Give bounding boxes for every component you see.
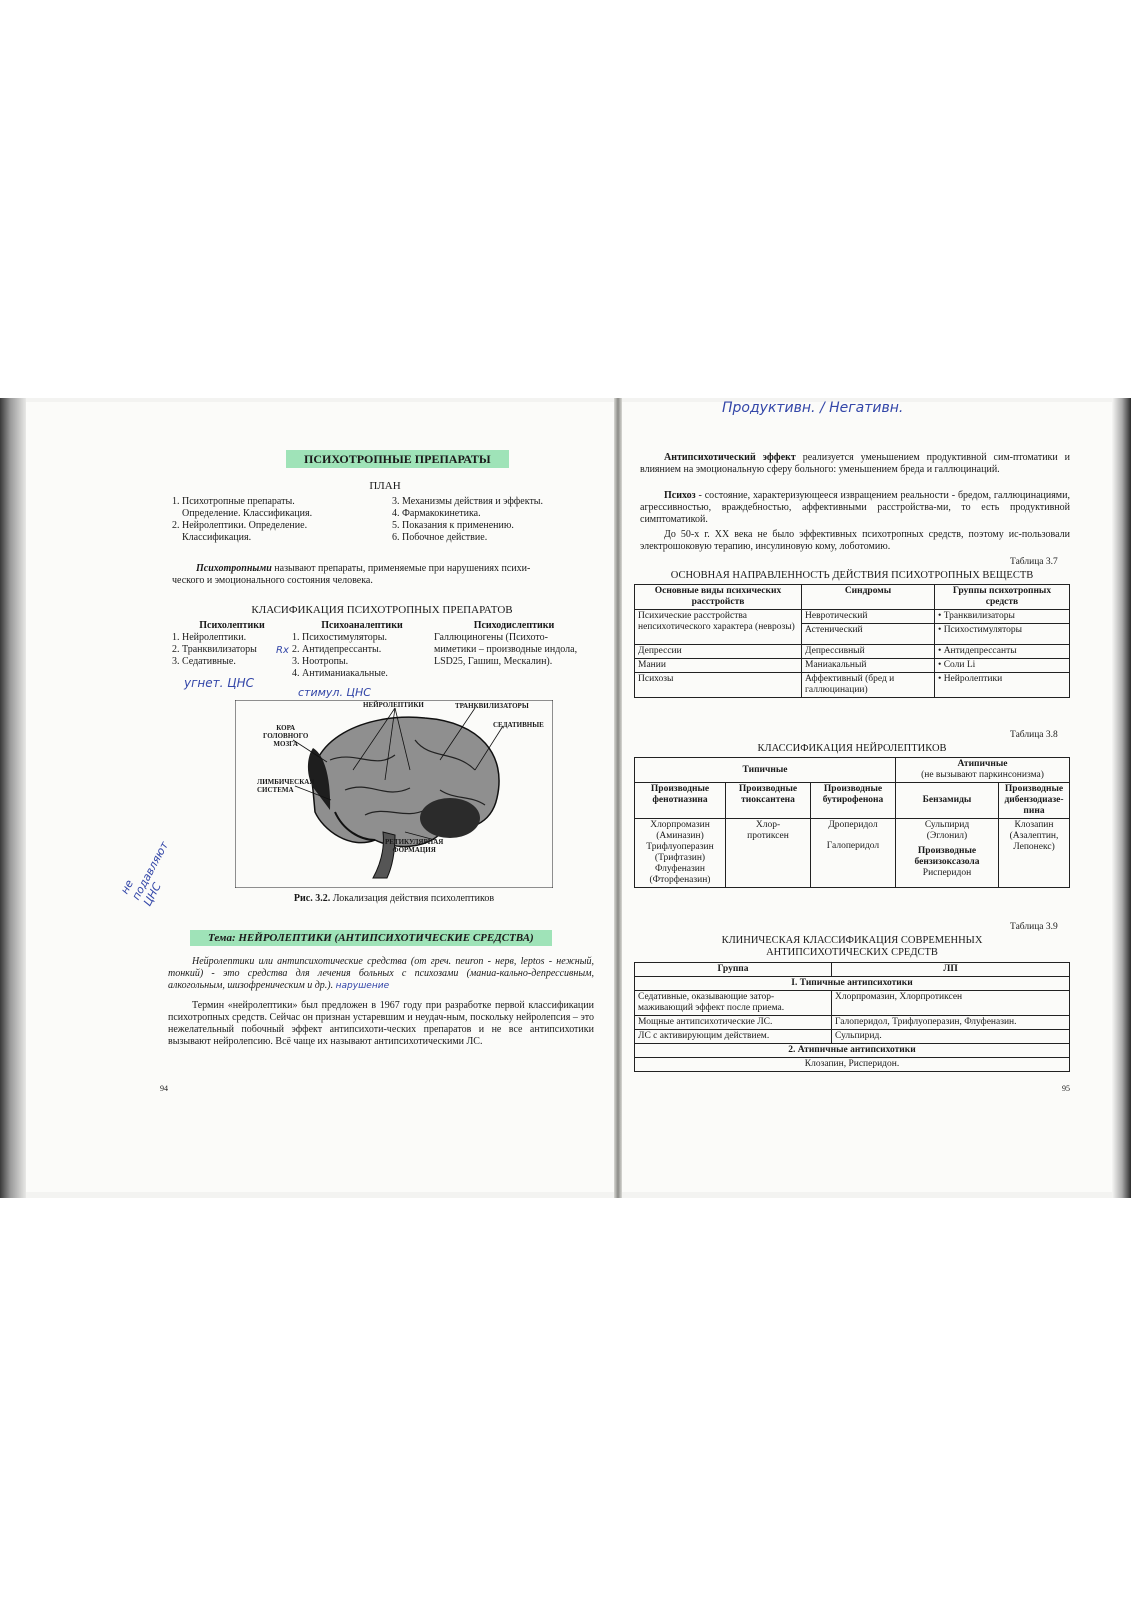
plan-item: 3. Механизмы действия и эффекты.: [392, 496, 544, 507]
table-3-7-title: ОСНОВНАЯ НАПРАВЛЕННОСТЬ ДЕЙСТВИЯ ПСИХОТРОПНЫХ ВЕЩЕСТВ: [670, 570, 1034, 581]
table-cell: Мощные антипсихотические ЛС.: [635, 1016, 832, 1030]
definition-term: Психотропными: [196, 563, 272, 574]
table-cell: Психические расстройства непсихотического характера (неврозы): [635, 610, 802, 645]
plan-right-column: [392, 496, 592, 544]
definition-text: называют препараты, применяемые при нарушениях психи-: [271, 563, 531, 574]
table-3-8: [634, 757, 1070, 888]
antipsychotic-effect-paragraph: [640, 452, 1070, 476]
list-item: 2. Антидепрессанты.: [292, 644, 382, 655]
list-item: миметики – производные индола,: [434, 644, 578, 655]
drug: (Азалептин,: [1009, 831, 1059, 841]
drug: Трифлуоперазин: [646, 842, 714, 852]
column-head: Психоаналептики: [321, 620, 403, 631]
drug: (Трифтазин): [654, 853, 706, 863]
label-sedatives: СЕДАТИВНЫЕ: [493, 721, 544, 729]
table-row: [635, 1030, 1070, 1044]
title-line: КЛИНИЧЕСКАЯ КЛАССИФИКАЦИЯ СОВРЕМЕННЫХ: [721, 935, 983, 946]
drug: Лепонекс): [1013, 842, 1055, 852]
drug: Флуфеназин: [655, 864, 705, 874]
table-row: [635, 1016, 1070, 1030]
definition-text-line2: ческого и эмоционального состояния человека.: [172, 575, 373, 586]
table-cell: Сульпирид.: [832, 1030, 1070, 1044]
table-cell: [896, 819, 999, 888]
figure-caption: [235, 893, 553, 905]
list-item: 1. Психостимуляторы.: [292, 632, 387, 643]
table-3-7: [634, 584, 1070, 698]
history-paragraph: До 50-х г. XX века не было эффективных психотропных средств, поэтому ис-пользовали электрошоковую терапию, инсулиновую кому, лоботомию.: [640, 529, 1070, 552]
subgroup: Производные бензизоксазола: [914, 846, 980, 867]
table-cell: Психозы: [635, 673, 802, 698]
paragraph-text: Нейролептики или антипсихотические средства (от греч. neuron - нерв, leptos - нежный, тонкий) - это средства для лечения больных с психозами (маниа-кально-депрессивным, алкогольным, шизофреническим и др.).: [168, 956, 594, 991]
handwritten-top-note: Продуктивн. / Негативн.: [722, 400, 904, 416]
atypical-note: (не вызывают паркинсонизма): [921, 770, 1044, 780]
column-head: Психодислептики: [473, 620, 555, 631]
table-header: Группа: [635, 963, 832, 977]
drug: Сульпирид: [924, 820, 970, 830]
atypical-heading: Атипичные: [957, 759, 1008, 769]
table-row: [635, 819, 1070, 888]
plan-item: 5. Показания к применению.: [392, 520, 514, 531]
table-cell: Мании: [635, 659, 802, 673]
handwritten-note: нарушение: [335, 981, 390, 991]
table-row: [635, 645, 1070, 659]
column-head: Психолептики: [199, 620, 265, 631]
table-subheader: Производные тиоксантена: [726, 783, 811, 819]
label-cortex: КОРА ГОЛОВНОГО МОЗГА: [263, 724, 309, 748]
neuroleptics-definition: [168, 956, 594, 992]
drug: протиксен: [747, 831, 789, 841]
drug: Дроперидол: [828, 820, 878, 830]
table-3-7-label: Таблица 3.7: [1010, 557, 1058, 567]
table-subheader: Производные фенотиазина: [635, 783, 726, 819]
drug: (Фторфеназин): [649, 875, 711, 885]
table-cell: [811, 819, 896, 888]
figure-caption-text: Локализация действия психолептиков: [330, 893, 495, 904]
definition-paragraph: [172, 563, 592, 587]
psychoanaleptics-column: [292, 620, 432, 680]
book-edge-right: [1113, 398, 1131, 1198]
table-cell: • Нейролептики: [935, 673, 1070, 698]
table-row: [635, 610, 1070, 624]
label-reticular: РЕТИКУЛЯРНАЯ ФОРМАЦИЯ: [385, 838, 444, 854]
list-item: 1. Нейролептики.: [172, 632, 247, 643]
plan-item: 6. Побочное действие.: [392, 532, 488, 543]
table-cell: Аффективный (бред и галлюцинации): [802, 673, 935, 698]
plan-heading: ПЛАН: [369, 480, 401, 492]
paragraph-text: реализуется уменьшением продуктивной сим-птоматики и влиянием на эмоциональную сферу больного: уменьшением бреда и галлюцинаций.: [640, 452, 1070, 475]
table-cell: • Соли Li: [935, 659, 1070, 673]
page-number-right: 95: [1062, 1084, 1070, 1093]
list-item: 4. Антиманиакальные.: [292, 668, 388, 679]
label-tranquilizers: ТРАНКВИЛИЗАТОРЫ: [455, 702, 529, 710]
book-gutter: [614, 398, 622, 1198]
list-item: 3. Седативные.: [172, 656, 236, 667]
table-row: [635, 991, 1070, 1016]
handwritten-note: стимул. ЦНС: [298, 686, 371, 699]
psycholeptics-column: [172, 620, 292, 668]
table-header: Основные виды психических расстройств: [635, 585, 802, 610]
term-history-paragraph: Термин «нейролептики» был предложен в 1967 году при разработке первой классификации психотропных средств. Сейчас он признан устаревшим и неудач-ным, поскольку нейролепсия – это нежелательный побочный эффект антипсихоти-ческих препаратов и не все антипсихотики вызывают нейролепсию. Всё чаще их называют антипсихотическими ЛС.: [168, 1000, 594, 1047]
plan-item: 1. Психотропные препараты.: [172, 496, 295, 507]
list-item: 2. Транквилизаторы: [172, 644, 257, 655]
term: Антипсихотический эффект: [664, 452, 796, 463]
drug: (Аминазин): [656, 831, 704, 841]
drug: Клозапин: [1014, 820, 1054, 830]
topic-heading: Тема: НЕЙРОЛЕПТИКИ (АНТИПСИХОТИЧЕСКИЕ СРЕДСТВА): [190, 932, 552, 944]
table-header: [896, 758, 1070, 783]
label-limbic: ЛИМБИЧЕСКАЯ СИСТЕМА: [257, 778, 315, 794]
plan-item: Определение. Классификация.: [182, 508, 313, 519]
left-page-title: ПСИХОТРОПНЫЕ ПРЕПАРАТЫ: [286, 452, 509, 467]
table-subheader: Производные бутирофенона: [811, 783, 896, 819]
handwritten-side-note: не подавляют ЦНС: [118, 839, 172, 909]
table-header: Синдромы: [802, 585, 935, 610]
table-subheader: Производные дибензодиазе-пина: [999, 783, 1070, 819]
table-cell: Галоперидол, Трифлуоперазин, Флуфеназин.: [832, 1016, 1070, 1030]
drug: Рисперидон: [922, 868, 972, 878]
table-cell: [999, 819, 1070, 888]
plan-item: Классификация.: [182, 532, 252, 543]
plan-item: 4. Фармакокинетика.: [392, 508, 481, 519]
table-section: I. Типичные антипсихотики: [635, 977, 1070, 991]
term: Психоз: [664, 490, 696, 501]
psychodysleptics-column: [434, 620, 594, 668]
table-cell: • Транквилизаторы: [935, 610, 1070, 624]
table-3-8-title: КЛАССИФИКАЦИЯ НЕЙРОЛЕПТИКОВ: [757, 743, 947, 754]
table-row: [635, 659, 1070, 673]
table-row: [635, 673, 1070, 698]
table-cell: Седативные, оказывающие затор-маживающий эффект после приема.: [635, 991, 832, 1016]
drug: Галоперидол: [826, 841, 880, 851]
table-cell: Маниакальный: [802, 659, 935, 673]
list-item: Галлюциногены (Психото-: [434, 632, 548, 643]
table-3-9-title: [632, 935, 1072, 959]
list-item: 3. Ноотропы.: [292, 656, 349, 667]
table-cell: Хлорпромазин, Хлорпротиксен: [832, 991, 1070, 1016]
psychosis-paragraph: [640, 490, 1070, 526]
table-cell: Невротический: [802, 610, 935, 624]
table-cell: • Антидепрессанты: [935, 645, 1070, 659]
table-row: [635, 1058, 1070, 1072]
title-line: АНТИПСИХОТИЧЕСКИХ СРЕДСТВ: [766, 947, 938, 958]
brain-figure: [235, 700, 553, 888]
table-subheader: Бензамиды: [896, 783, 999, 819]
table-cell: Астенический: [802, 624, 935, 645]
table-3-8-label: Таблица 3.8: [1010, 730, 1058, 740]
table-cell: Депрессии: [635, 645, 802, 659]
label-neuroleptics: НЕЙРОЛЕПТИКИ: [363, 701, 424, 709]
handwritten-note: Rx: [276, 645, 289, 656]
table-cell: [635, 819, 726, 888]
drug: (Эглонил): [926, 831, 968, 841]
table-header: Типичные: [635, 758, 896, 783]
table-section: 2. Атипичные антипсихотики: [635, 1044, 1070, 1058]
table-cell: [726, 819, 811, 888]
list-item: LSD25, Гашиш, Мескалин).: [434, 656, 553, 667]
page-number-left: 94: [160, 1084, 168, 1093]
paragraph-text: - состояние, характеризующееся извращением реальности - бредом, галлюцинациями, агрессивностью, враждебностью, аффективными расстройства-ми, то есть продуктивной симптоматикой.: [640, 490, 1070, 525]
table-3-9-label: Таблица 3.9: [1010, 922, 1058, 932]
drug: Хлор-: [755, 820, 781, 830]
book-edge-left: [0, 398, 26, 1198]
table-cell: ЛС с активирующим действием.: [635, 1030, 832, 1044]
plan-left-column: [172, 496, 392, 544]
drug: Хлорпромазин: [650, 820, 710, 830]
table-header: ЛП: [832, 963, 1070, 977]
plan-item: 2. Нейролептики. Определение.: [172, 520, 308, 531]
table-cell: • Психостимуляторы: [935, 624, 1070, 645]
table-cell: Клозапин, Рисперидон.: [635, 1058, 1070, 1072]
table-header: Группы психотропных средств: [935, 585, 1070, 610]
table-3-9: [634, 962, 1070, 1072]
handwritten-note: угнет. ЦНС: [184, 676, 254, 690]
figure-number: Рис. 3.2.: [293, 893, 331, 904]
classification-heading: КЛАСИФИКАЦИЯ ПСИХОТРОПНЫХ ПРЕПАРАТОВ: [251, 604, 513, 616]
table-cell: Депрессивный: [802, 645, 935, 659]
